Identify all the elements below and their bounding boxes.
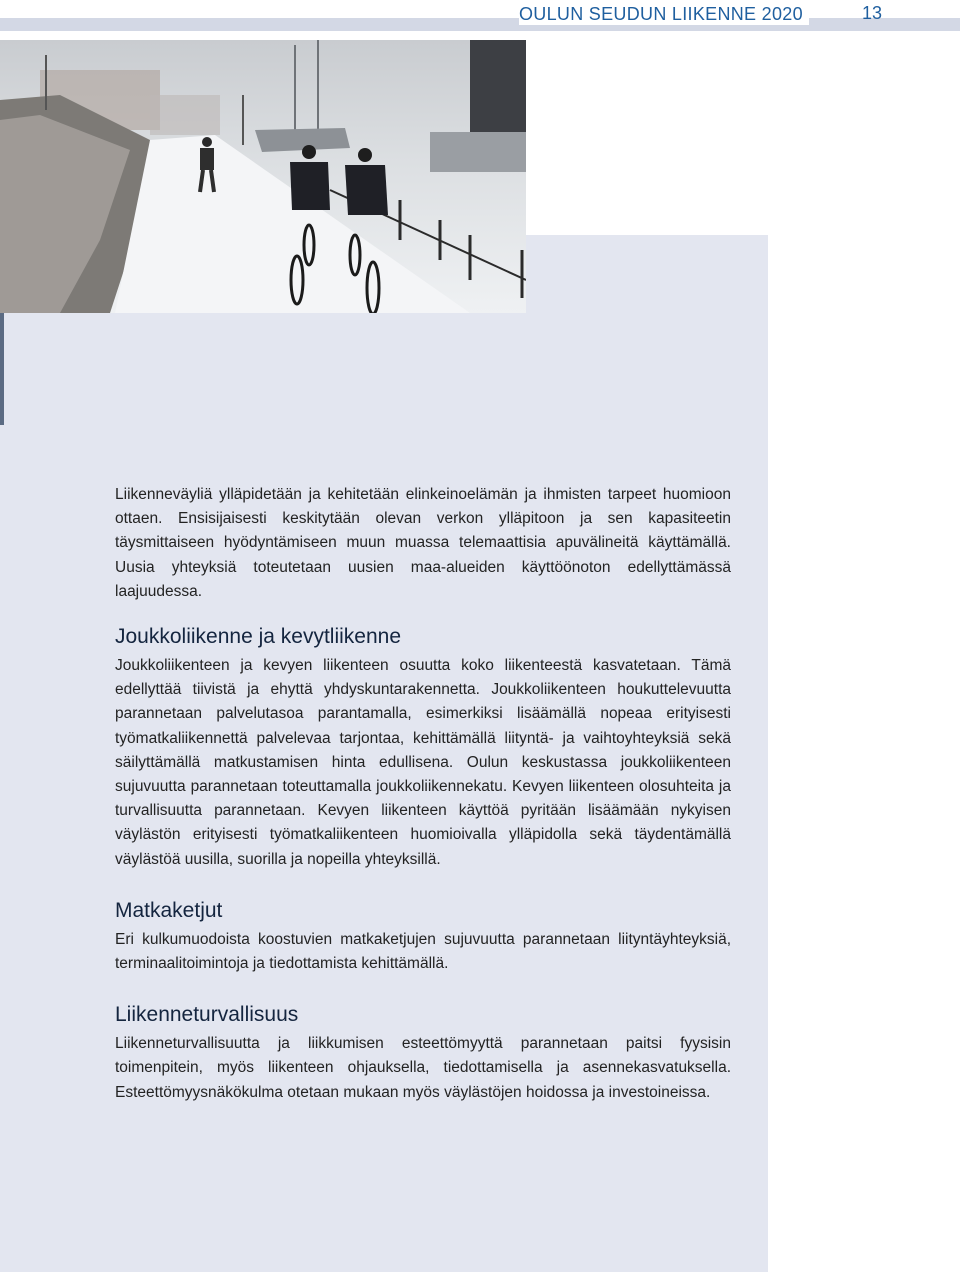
section-body: Liikenneturvallisuutta ja liikkumisen esteettömyyttä parannetaan paitsi fyysisin toimenpitein, myös liikenteen ohjauksella, tiedottamisella ja asennekasvatuksella. Esteettömyysnäkökulma otetaan mukaan myös väylästöjen hoidossa ja investoineissa. — [115, 1035, 731, 1101]
intro-paragraph: Liikenneväyliä ylläpidetään ja kehitetään elinkeinoelämän ja ihmisten tarpeet huomioon ottaen. Ensisijaisesti keskitytään olevan verkon ylläpitoon ja sen kapasiteetin täysmittaiseen hyödyntämiseen muun muassa telemaattisia apuvälineitä käyttämällä. Uusia yhteyksiä toteutetaan uusien maa-alueiden käyttöönoton edellyttämässä laajuudessa. — [115, 486, 731, 600]
section-matkaketjut — [115, 898, 731, 976]
section-body: Eri kulkumuodoista koostuvien matkaketjujen sujuvuutta parannetaan liityntäyhteyksiä, terminaalitoimintoja ja tiedottamista kehittämällä. — [115, 930, 731, 973]
page-number: 13 — [862, 3, 883, 23]
header-bar — [0, 18, 960, 31]
article-content — [115, 483, 731, 1105]
section-heading: Matkaketjut — [115, 898, 223, 922]
section-joukkoliikenne — [115, 624, 731, 872]
winter-cycling-photo — [0, 40, 526, 313]
running-header-title: OULUN SEUDUN LIIKENNE 2020 — [519, 4, 809, 25]
section-heading: Joukkoliikenne ja kevytliikenne — [115, 625, 401, 649]
section-liikenneturvallisuus — [115, 1002, 731, 1105]
section-body: Joukkoliikenteen ja kevyen liikenteen osuutta koko liikenteestä kasvatetaan. Tämä edellyttää tiivistä ja ehyttä yhdyskuntarakennetta. Joukkoliikenteen houkuttelevuutta parannetaan palvelutasoa parantamalla, esimerkiksi lisäämällä nopeaa erityisesti työmatkaliikennettä palvelevaa tarjontaa, kehittämällä liityntä- ja vaihtoyhteyksiä sekä säilyttämällä matkustamisen hinta edullisena. Oulun keskustassa joukkoliikenteen sujuvuutta parannetaan toteuttamalla joukkoliikennekatu. Kevyen liikenteen olosuhteita ja turvallisuutta parannetaan. Kevyen liikenteen käyttöä pyritään lisäämään nykyisen väylästön erityisesti työmatkaliikenteen huomioivalla ylläpidolla sekä täydentämällä väylästöä uusilla, suorilla ja nopeilla yhteyksillä. — [115, 657, 731, 868]
section-heading: Liikenneturvallisuus — [115, 1003, 299, 1027]
